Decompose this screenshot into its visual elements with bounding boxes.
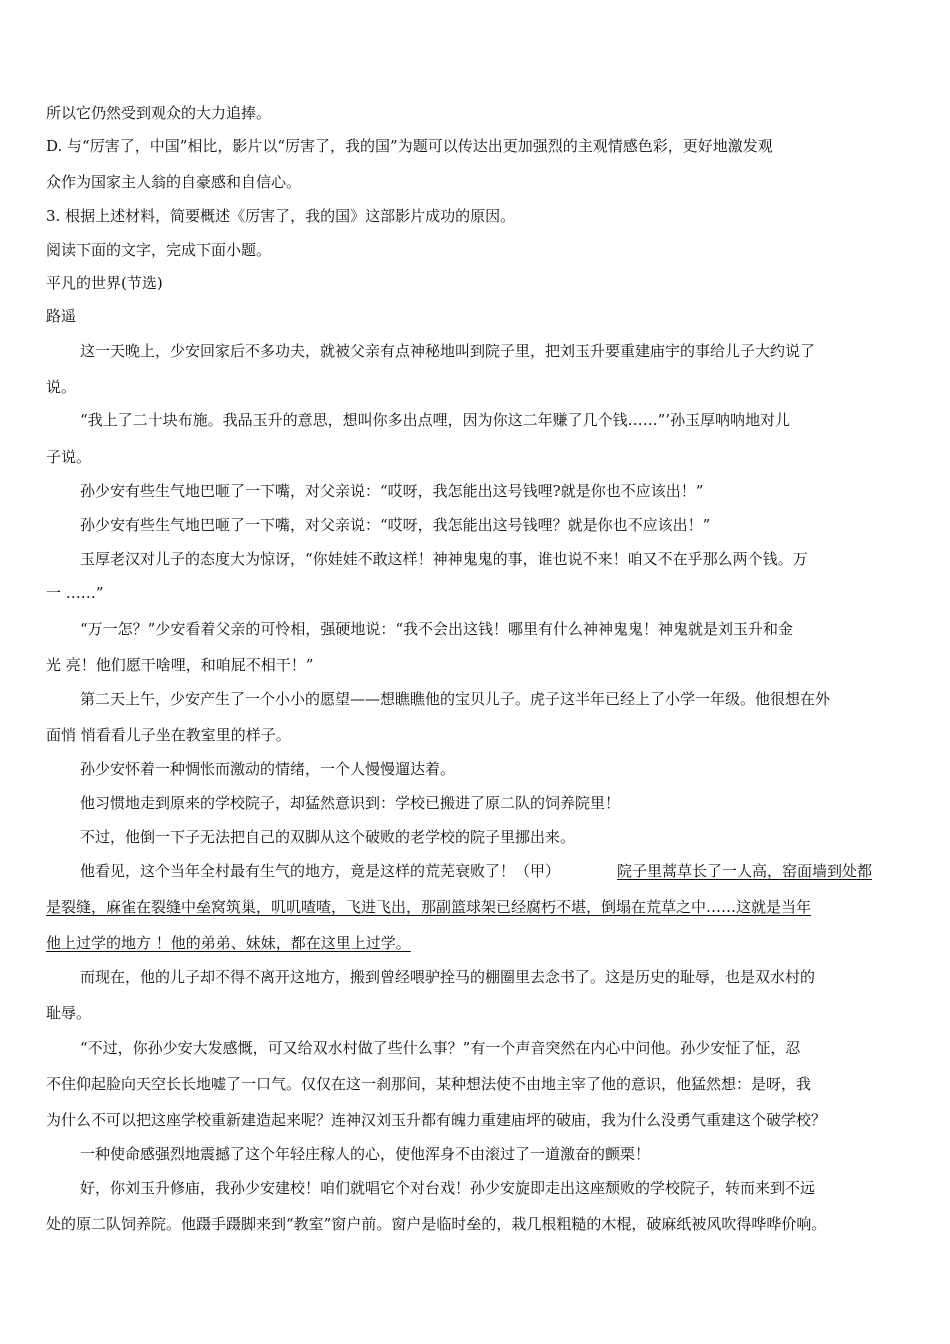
text-line: 玉厚老汉对儿子的态度大为惊讶，“你娃娃不敢这样！神神鬼鬼的事，谁也说不来！咱又不在乎那么两个钱。万 [80, 550, 808, 568]
text-line: 光 亮！他们愿干啥哩，和咱屁不相干！” [46, 656, 314, 674]
text-line: 一 ……” [46, 584, 104, 602]
text-line: 路遥 [46, 307, 77, 325]
text-line: D. 与“厉害了，中国”相比，影片以“厉害了，我的国”为题可以传达出更加强烈的主观情感色彩，更好地激发观 [46, 137, 773, 155]
text-line: 他习惯地走到原来的学校院子，却猛然意识到：学校已搬进了原二队的饲养院里！ [80, 794, 621, 812]
text-line: 平凡的世界(节选) [46, 274, 163, 292]
text-line: 众作为国家主人翁的自豪感和自信心。 [46, 173, 302, 191]
text-line: 孙少安有些生气地巴咂了一下嘴，对父亲说：“哎呀，我怎能出这号钱哩？就是你也不应该出！” [80, 516, 711, 534]
text-line: 处的原二队饲养院。他蹑手蹑脚来到“教室”窗户前。窗户是临时垒的，栽几根粗糙的木棍，破麻纸被风吹得哗哗价响。 [46, 1215, 827, 1233]
text-line: 说。 [46, 378, 77, 396]
text-line: 子说。 [46, 448, 92, 466]
text-line: 所以它仍然受到观众的大力追捧。 [46, 104, 272, 122]
text-line: 他看见，这个当年全村最有生气的地方，竟是这样的荒芜衰败了！（甲） [80, 862, 561, 880]
text-line: 面悄 悄看看儿子坐在教室里的样子。 [46, 726, 291, 744]
text-line: 阅读下面的文字，完成下面小题。 [46, 241, 272, 259]
text-line: “我上了二十块布施。我品玉升的意思，想叫你多出点哩，因为你这二年赚了几个钱……”’孙玉厚呐呐地对儿 [80, 411, 791, 429]
underlined-text-line: 他上过学的地方 ！他的弟弟、妹妹，都在这里上过学。 [46, 934, 411, 952]
text-line: 不过，他倒一下子无法把自己的双脚从这个破败的老学校的院子里挪出来。 [80, 828, 576, 846]
text-line: 一种使命感强烈地震撼了这个年轻庄稼人的心，使他浑身不由滚过了一道激奋的颤栗！ [80, 1145, 651, 1163]
text-line: 为什么不可以把这座学校重新建造起来呢？连神汉刘玉升都有魄力重建庙坪的破庙，我为什么没勇气重建这个破学校？ [46, 1111, 827, 1129]
text-line: “不过，你孙少安大发感慨，可又给双水村做了些什么事？”有一个声音突然在内心中问他。孙少安怔了怔，忍 [80, 1039, 801, 1057]
text-line: 好，你刘玉升修庙，我孙少安建校！咱们就唱它个对台戏！孙少安旋即走出这座颓败的学校院子，转而来到不远 [80, 1179, 816, 1197]
text-line: “万一怎？”少安看着父亲的可怜相，强硬地说：“我不会出这钱！哪里有什么神神鬼鬼！神鬼就是刘玉升和金 [80, 620, 794, 638]
text-line: 耻辱。 [46, 1004, 92, 1022]
text-line: 第二天上午，少安产生了一个小小的愿望——想瞧瞧他的宝贝儿子。虎子这半年已经上了小学一年级。他很想在外 [80, 690, 831, 708]
text-line: 孙少安有些生气地巴咂了一下嘴，对父亲说：“哎呀，我怎能出这号钱哩?就是你也不应该出！” [80, 482, 704, 500]
text-line: 不住仰起脸向天空长长地嘘了一口气。仅仅在这一刹那间，某种想法使不由地主宰了他的意识，他猛然想：是呀，我 [46, 1075, 812, 1093]
text-line: 3. 根据上述材料，简要概述《厉害了，我的国》这部影片成功的原因。 [46, 207, 516, 225]
text-line: 孙少安怀着一种惆怅而激动的情绪，一个人慢慢遛达着。 [80, 760, 456, 778]
underlined-text-line: 是裂缝，麻雀在裂缝中垒窝筑巢，叽叽喳喳，飞进飞出，那副篮球架已经腐朽不堪，倒塌在荒草之中……这就是当年 [46, 898, 812, 916]
text-line: 而现在，他的儿子却不得不离开这地方，搬到曾经喂驴拴马的棚圈里去念书了。这是历史的耻辱，也是双水村的 [80, 968, 816, 986]
underlined-text-line: 院子里蒿草长了一人高，窑面墙到处都 [617, 862, 873, 880]
text-line: 这一天晚上，少安回家后不多功夫，就被父亲有点神秘地叫到院子里，把刘玉升要重建庙宇的事给儿子大约说了 [80, 342, 816, 360]
